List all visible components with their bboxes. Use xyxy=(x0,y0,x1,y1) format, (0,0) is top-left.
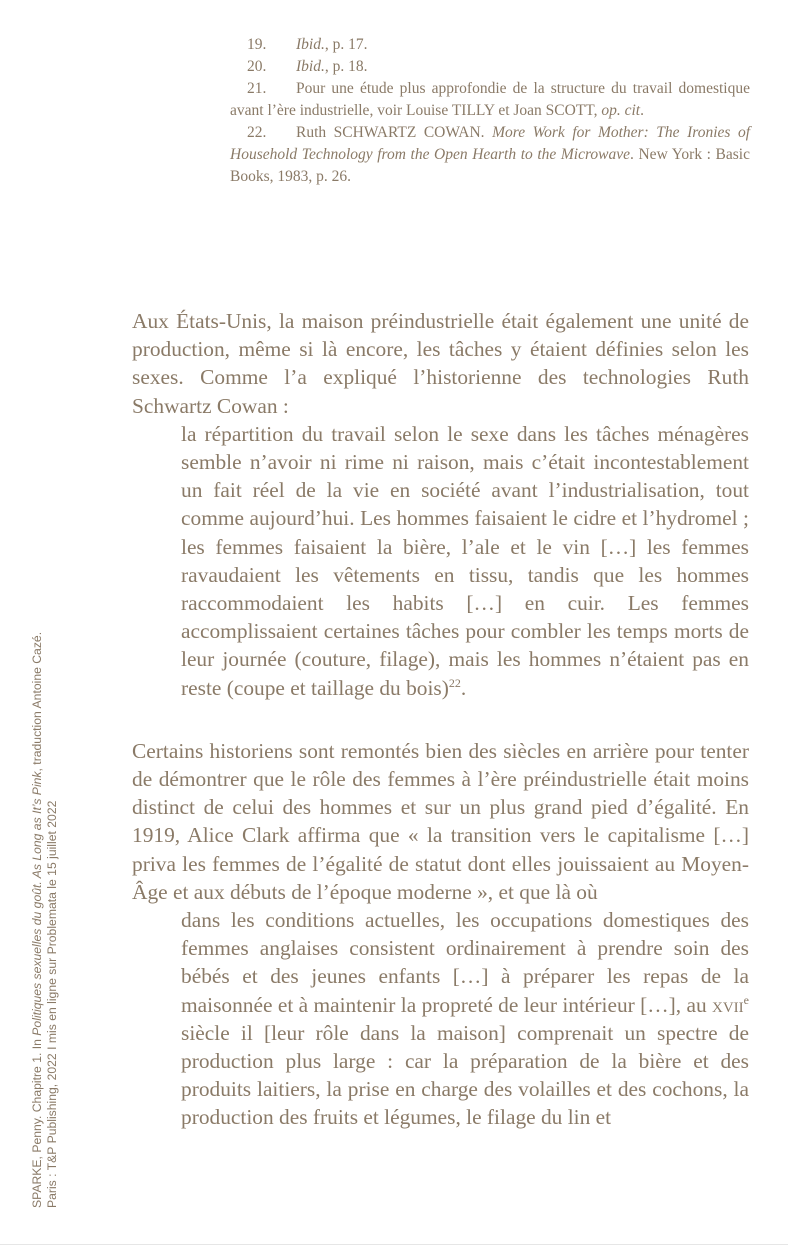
footnote-op-cit: op. cit xyxy=(601,102,641,119)
footnote-number: 19. xyxy=(247,36,267,53)
century-numeral: xvii xyxy=(712,992,744,1017)
footnote-number: 22. xyxy=(247,124,267,141)
footnote-ibid: Ibid. xyxy=(296,36,325,53)
footnote-end: . xyxy=(640,102,644,119)
footnotes xyxy=(230,34,750,188)
footnote-number: 20. xyxy=(247,58,267,75)
citation-line-2: Paris : T&P Publishing, 2022 I mis en ligne sur Problemata le 15 juillet 2022 xyxy=(45,800,59,1208)
century-superscript: e xyxy=(743,992,749,1007)
citation-title: Politiques sexuelles du goût. As Long as It’s Pink xyxy=(30,771,44,1036)
footnote-20 xyxy=(230,56,750,78)
paragraph-2: Certains historiens sont remontés bien des siècles en arrière pour tenter de démontrer que le rôle des femmes à l’ère préindustrielle était moins distinct de celui des hommes et sur un plus grand pied d’égalité. En 1919, Alice Clark affirma que « la transition vers le capitalisme […] priva les femmes de l’égalité de statut dont elles jouissaient au Moyen-Âge et aux débuts de l’époque moderne », et que là où xyxy=(132,738,749,904)
footnote-text: Pour une étude plus approfondie de la structure du travail domestique avant l’ère industrielle, voir Louise TILLY et Joan SCOTT, xyxy=(230,80,750,119)
main-text xyxy=(132,307,749,1132)
quote-1-end: . xyxy=(460,675,467,700)
footnote-19 xyxy=(230,34,750,56)
footnote-text: Ruth SCHWARTZ COWAN. xyxy=(296,124,485,141)
footnote-number: 21. xyxy=(247,80,267,97)
block-quote-2 xyxy=(181,906,749,1132)
footnote-page: , p. 17. xyxy=(324,36,368,53)
paragraph-1: Aux États-Unis, la maison préindustrielle était également une unité de production, même si là encore, les tâches y étaient définies selon les sexes. Comme l’a expliqué l’historienne des technologies Ruth Schwartz Cowan : xyxy=(132,309,749,418)
quote-1-text: la répartition du travail selon le sexe dans les tâches ménagères semble n’avoir ni rime ni raison, mais c’était incontestablement un fait réel de la vie en société avant l’industrialisation, tout comme aujourd’hui. Les hommes faisaient le cidre et l’hydromel ; les femmes faisaient la bière, l’ale et le vin […] les femmes ravaudaient les vêtements en tissu, tandis que les hommes raccommodaient les habits […] en cuir. Les femmes accomplissaient certaines tâches pour combler les temps morts de leur journée (couture, filage), mais les hommes n’étaient pas en reste (coupe et taillage du bois) xyxy=(181,421,749,700)
footnote-21 xyxy=(230,78,750,122)
footnote-ibid: Ibid. xyxy=(296,58,325,75)
footnote-book-title: More Work for Mother: The Ironies of Household Technology from the Open Hearth to the Microwave xyxy=(230,124,751,163)
quote-2-text-a: dans les conditions actuelles, les occupations domestiques des femmes anglaises consistent ordinairement à prendre soin des bébés et des jeunes enfants […] à préparer les repas de la maisonnée et à maintenir la propreté de leur intérieur […], au xyxy=(181,908,749,1017)
citation-sidebar xyxy=(0,0,59,1248)
citation-line-1: SPARKE, Penny. Chapitre 1. In Politiques sexuelles du goût. As Long as It’s Pink, traduction Antoine Cazé. xyxy=(30,631,44,1208)
footnote-22 xyxy=(230,122,750,188)
footnote-page: , p. 18. xyxy=(324,58,368,75)
footnote-end: . New York : Basic Books, 1983, p. 26. xyxy=(230,146,750,185)
quote-2-text-b: siècle il [leur rôle dans la maison] comprenait un spectre de production plus large : car la préparation de la bière et des produits laitiers, la prise en charge des volailles et des cochons, la production des fruits et légumes, le filage du lin et xyxy=(181,1020,749,1130)
footnote-ref-22: 22 xyxy=(448,675,461,690)
page-divider xyxy=(0,1244,788,1245)
block-quote-1 xyxy=(181,420,749,702)
